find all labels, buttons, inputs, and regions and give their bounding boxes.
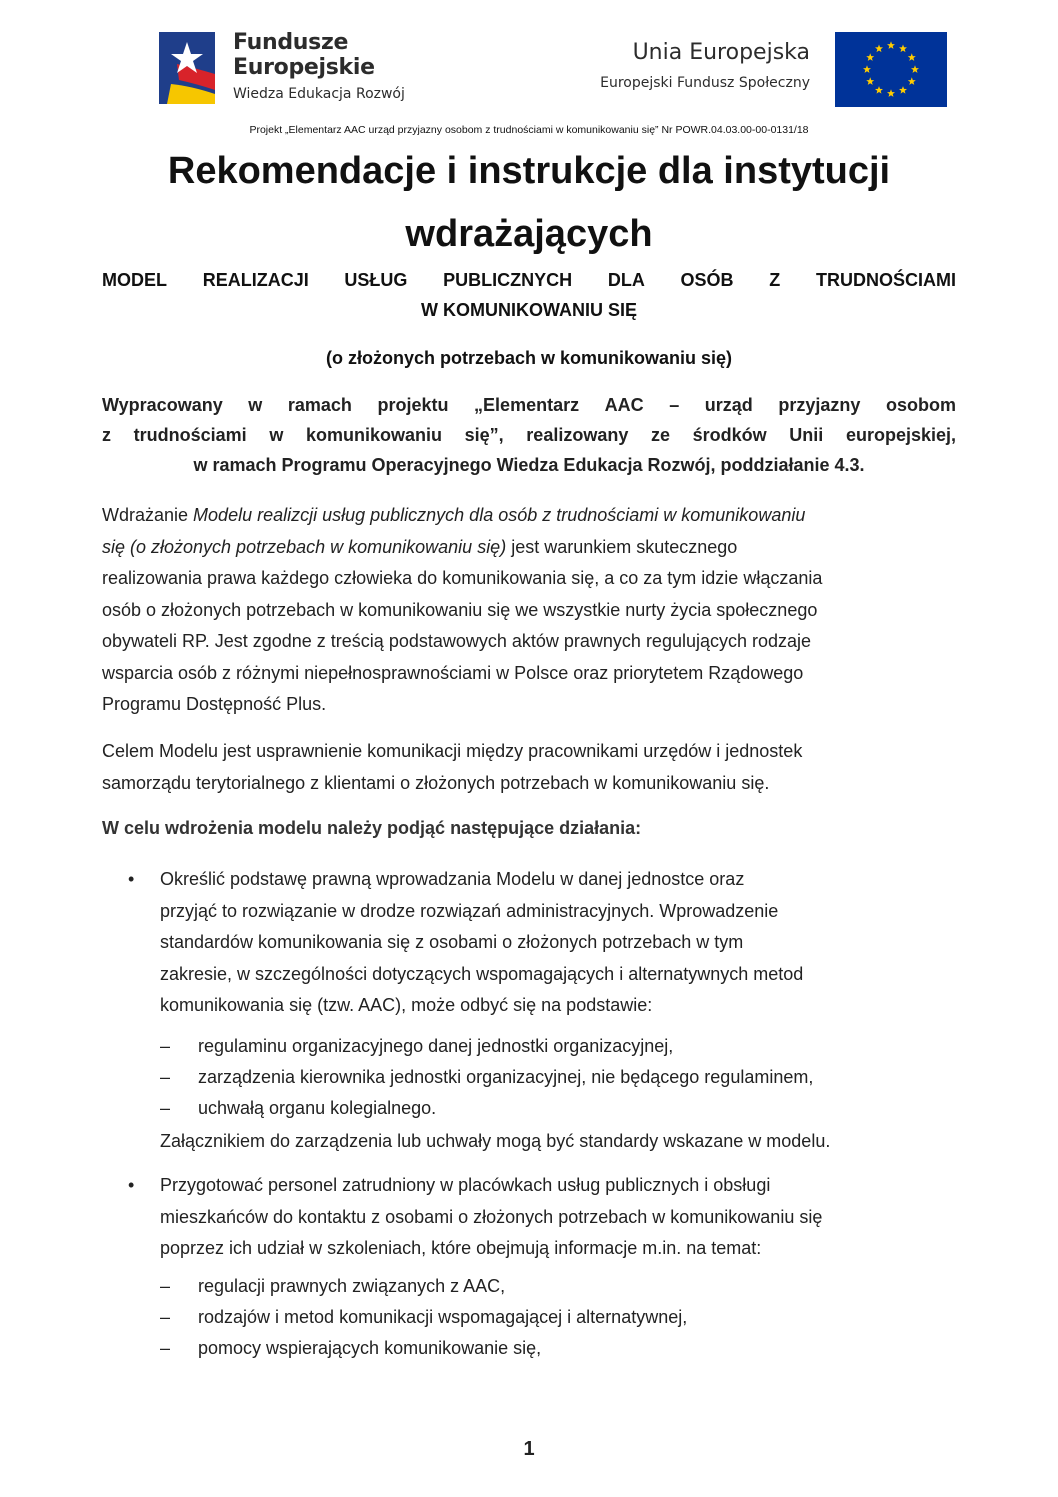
- eu-star-icon: [899, 86, 907, 94]
- intro-word: osobom: [885, 395, 956, 415]
- eu-star-icon: [875, 86, 883, 94]
- intro-word: urząd: [704, 395, 753, 415]
- subtitle-word: DLA: [607, 270, 645, 290]
- subtitle-word: USŁUG: [344, 270, 408, 290]
- dash-marker: –: [160, 1276, 171, 1296]
- intro-word: środków: [692, 425, 767, 445]
- intro-bold-paragraph: [102, 390, 956, 480]
- para1-italic-text: Modelu realizcji usług publicznych dla osób z trudnościami w komunikowaniu: [193, 505, 806, 525]
- eu-star-icon: [887, 41, 895, 49]
- document-title-line2: wdrażających: [405, 213, 653, 255]
- document-title-line1: Rekomendacje i instrukcje dla instytucji: [167, 150, 891, 192]
- bullet2-line: Przygotować personel zatrudniony w placówkach usług publicznych i obsługi: [160, 1175, 771, 1195]
- eu-star-icon: [887, 89, 895, 97]
- subtitle-word: MODEL: [102, 270, 167, 290]
- bullet-marker: •: [128, 869, 135, 889]
- para1-line: realizowania prawa każdego człowieka do komunikowania się, a co za tym idzie włączania: [102, 568, 823, 588]
- intro-word: ze: [650, 425, 670, 445]
- bullet-staff-training: [160, 1170, 960, 1265]
- ue-logo-line1: Unia Europejska: [632, 40, 810, 65]
- dash-marker: –: [160, 1036, 171, 1056]
- eu-star-icon: [911, 65, 919, 73]
- bullet1-line: standardów komunikowania się z osobami o złożonych potrzebach w tym: [160, 932, 744, 952]
- para1-text: Wdrażanie: [102, 505, 194, 525]
- subtitle-line2: W KOMUNIKOWANIU SIĘ: [421, 300, 637, 320]
- intro-line2: [102, 420, 956, 450]
- dash-item: uchwałą organu kolegialnego.: [198, 1098, 437, 1118]
- bullet1-note-line: Załącznikiem do zarządzenia lub uchwały mogą być standardy wskazane w modelu.: [160, 1131, 831, 1151]
- eu-flag-icon: [835, 32, 947, 107]
- intro-line3: w ramach Programu Operacyjnego Wiedza Edukacja Rozwój, poddziałanie 4.3.: [193, 455, 865, 475]
- intro-word: –: [669, 395, 680, 415]
- dash-marker: –: [160, 1307, 171, 1327]
- paragraph-model-goal: [102, 736, 962, 799]
- intro-word: „Elementarz: [474, 395, 580, 415]
- eu-star-icon: [875, 45, 883, 53]
- subtitle-word: PUBLICZNYCH: [443, 270, 573, 290]
- intro-line1: [102, 390, 956, 420]
- ue-logo-line2: Europejski Fundusz Społeczny: [600, 75, 810, 91]
- bullet1-line: przyjąć to rozwiązanie w drodze rozwiązań administracyjnych. Wprowadzenie: [160, 900, 779, 921]
- dash-marker: –: [160, 1338, 171, 1358]
- subtitle-word: REALIZACJI: [202, 270, 309, 290]
- intro-word: przyjazny: [778, 395, 861, 415]
- para1-line: osób o złożonych potrzebach w komunikowaniu się we wszystkie nurty życia społecznego: [102, 599, 818, 620]
- unia-europejska-logo: [560, 30, 950, 110]
- dash-item: regulacji prawnych związanych z AAC,: [198, 1276, 506, 1296]
- intro-word: europejskiej,: [845, 425, 956, 445]
- intro-word: z: [102, 425, 111, 445]
- dash-marker: –: [160, 1098, 171, 1118]
- dash-item: zarządzenia kierownika jednostki organizacyjnej, nie będącego regulaminem,: [198, 1067, 814, 1087]
- intro-word: się”,: [464, 425, 504, 445]
- subtitle-line3: (o złożonych potrzebach w komunikowaniu się): [325, 348, 733, 368]
- fe-logo-line2: Europejskie: [233, 55, 375, 80]
- para2-line: Celem Modelu jest usprawnienie komunikacji między pracownikami urzędów i jednostek: [102, 741, 803, 761]
- intro-word: w: [248, 395, 263, 415]
- dash-item: pomocy wspierających komunikowanie się,: [198, 1338, 542, 1358]
- intro-word: komunikowaniu: [305, 425, 442, 445]
- para2-line: samorządu terytorialnego z klientami o złożonych potrzebach w komunikowaniu się.: [102, 772, 770, 793]
- fe-star-icon: [157, 28, 227, 108]
- subtitle-line1: [102, 266, 956, 295]
- page-number: 1: [523, 1438, 535, 1460]
- eu-star-icon: [899, 45, 907, 53]
- eu-star-icon: [908, 53, 916, 61]
- intro-word: AAC: [604, 395, 644, 415]
- eu-star-icon: [866, 77, 874, 85]
- eu-star-icon: [908, 77, 916, 85]
- eu-star-icon: [866, 53, 874, 61]
- para1-text: jest warunkiem skutecznego: [506, 536, 738, 557]
- intro-word: realizowany: [526, 425, 629, 445]
- bullet2-line: poprzez ich udział w szkoleniach, które obejmują informacje m.in. na temat:: [160, 1238, 762, 1258]
- bullet1-line: komunikowania się (tzw. AAC), może odbyć się na podstawie:: [160, 995, 653, 1015]
- subtitle-word: TRUDNOŚCIAMI: [815, 270, 956, 290]
- bullet-marker: •: [128, 1175, 135, 1195]
- subtitle-word: OSÓB: [680, 270, 734, 290]
- dash-item: regulaminu organizacyjnego danej jednostki organizacyjnej,: [198, 1036, 674, 1056]
- intro-word: Wypracowany: [102, 395, 223, 415]
- bullet2-line: mieszkańców do kontaktu z osobami o złożonych potrzebach w komunikowaniu się: [160, 1206, 823, 1227]
- intro-word: w: [269, 425, 284, 445]
- para1-line: obywateli RP. Jest zgodne z treścią podstawowych aktów prawnych regulujących rodzaje: [102, 631, 812, 651]
- paragraph-model-implementation: [102, 500, 962, 721]
- fe-logo-line1: Fundusze: [233, 30, 349, 55]
- project-reference-line: Projekt „Elementarz AAC urząd przyjazny osobom z trudnościami w komunikowaniu się” Nr POWR.04.03.00-00-0131/18: [249, 124, 809, 136]
- fe-logo-line3: Wiedza Edukacja Rozwój: [233, 86, 405, 102]
- para1-line: wsparcia osób z różnymi niepełnosprawnościami w Polsce oraz priorytetem Rządowego: [102, 662, 804, 683]
- intro-word: ramach: [287, 395, 352, 415]
- para1-line: Programu Dostępność Plus.: [102, 694, 327, 714]
- para1-italic-text: się (o złożonych potrzebach w komunikowaniu się): [102, 536, 507, 557]
- bullet1-line: zakresie, w szczególności dotyczących wspomagających i alternatywnych metod: [160, 963, 804, 984]
- bullet1-line: Określić podstawę prawną wprowadzania Modelu w danej jednostce oraz: [160, 869, 745, 889]
- eu-star-icon: [863, 65, 871, 73]
- intro-word: trudnościami: [133, 425, 247, 445]
- intro-word: projektu: [377, 395, 449, 415]
- dash-marker: –: [160, 1067, 171, 1087]
- intro-word: Unii: [789, 425, 824, 445]
- actions-heading: W celu wdrożenia modelu należy podjąć następujące działania:: [102, 818, 642, 838]
- subtitle-word: Z: [769, 270, 781, 290]
- fundusze-europejskie-logo: [157, 18, 447, 114]
- bullet1-note: [160, 1126, 960, 1158]
- bullet-legal-basis: [160, 864, 960, 1022]
- dash-item: rodzajów i metod komunikacji wspomagającej i alternatywnej,: [198, 1307, 688, 1327]
